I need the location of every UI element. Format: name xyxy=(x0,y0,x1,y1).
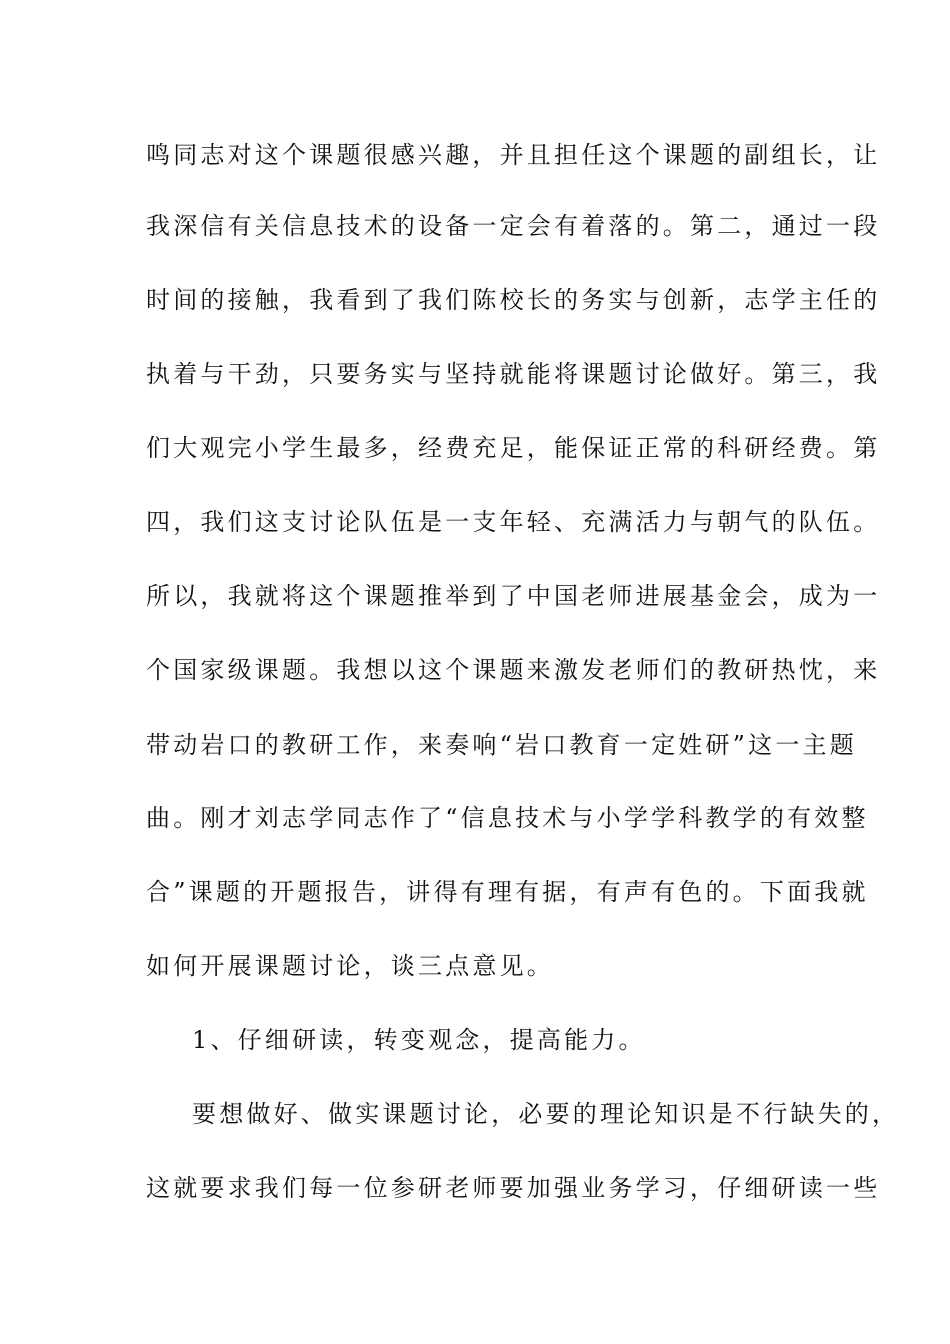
text-line: 时间的接触，我看到了我们陈校长的务实与创新，志学主任的 xyxy=(146,286,881,314)
text-line: 鸣同志对这个课题很感兴趣，并且担任这个课题的副组长，让 xyxy=(146,141,881,169)
text-line: 带动岩口的教研工作，来奏响“岩口教育一定姓研”这一主题 xyxy=(146,731,857,759)
text-line: 个国家级课题。我想以这个课题来激发老师们的教研热忱，来 xyxy=(146,656,881,684)
text-line: 所以，我就将这个课题推举到了中国老师进展基金会，成为一 xyxy=(146,582,881,610)
text-line: 曲。刚才刘志学同志作了“信息技术与小学学科教学的有效整 xyxy=(146,804,869,832)
text-line: 我深信有关信息技术的设备一定会有着落的。第二，通过一段 xyxy=(146,212,881,240)
text-line: 执着与干劲，只要务实与坚持就能将课题讨论做好。第三，我 xyxy=(146,360,881,388)
section-heading: 1、仔细研读，转变观念，提高能力。 xyxy=(192,1026,646,1054)
text-line: 要想做好、做实课题讨论，必要的理论知识是不行缺失的， xyxy=(192,1100,900,1128)
text-line: 四，我们这支讨论队伍是一支年轻、充满活力与朝气的队伍。 xyxy=(146,508,881,536)
text-line: 如何开展课题讨论，谈三点意见。 xyxy=(146,952,554,980)
text-line: 合”课题的开题报告，讲得有理有据，有声有色的。下面我就 xyxy=(146,878,869,906)
text-line: 这就要求我们每一位参研老师要加强业务学习，仔细研读一些 xyxy=(146,1174,881,1202)
text-line: 们大观完小学生最多，经费充足，能保证正常的科研经费。第 xyxy=(146,434,881,462)
